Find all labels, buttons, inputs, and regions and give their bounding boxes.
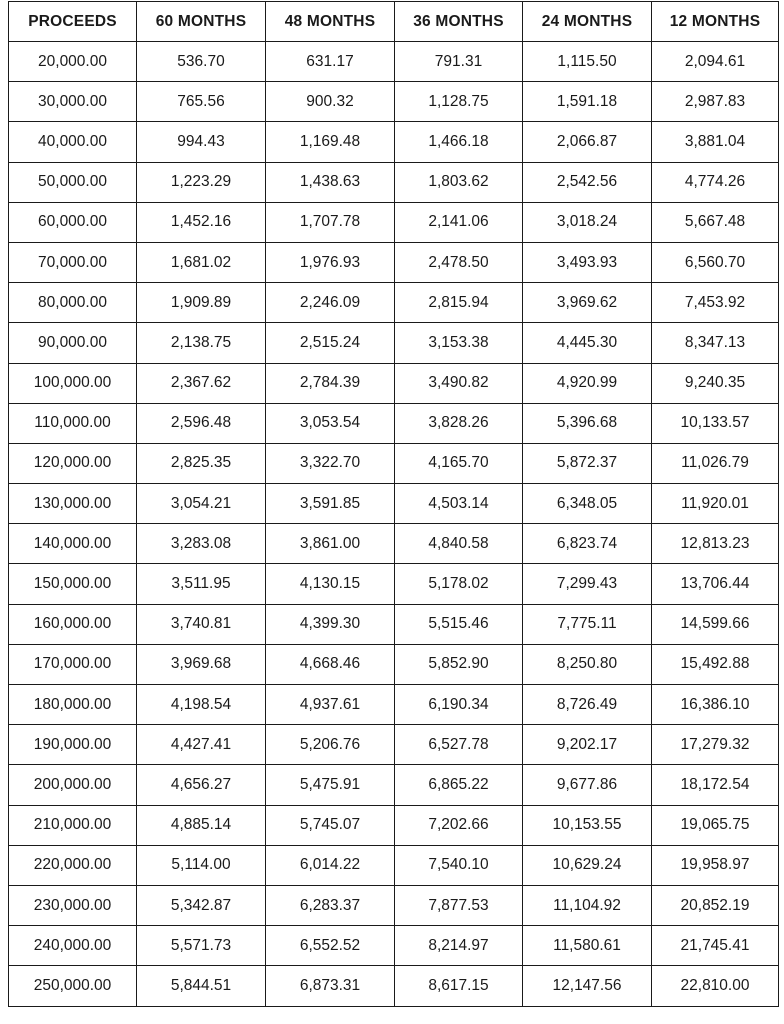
cell-24-months: 6,823.74 xyxy=(523,524,652,564)
cell-24-months: 4,445.30 xyxy=(523,323,652,363)
cell-proceeds: 80,000.00 xyxy=(9,283,137,323)
cell-48-months: 3,322.70 xyxy=(266,443,395,483)
cell-24-months: 7,299.43 xyxy=(523,564,652,604)
table-row xyxy=(9,443,779,483)
table-row xyxy=(9,966,779,1006)
cell-24-months: 11,580.61 xyxy=(523,926,652,966)
cell-36-months: 3,490.82 xyxy=(395,363,523,403)
header-proceeds: PROCEEDS xyxy=(9,2,137,42)
cell-24-months: 12,147.56 xyxy=(523,966,652,1006)
cell-36-months: 8,214.97 xyxy=(395,926,523,966)
cell-proceeds: 70,000.00 xyxy=(9,242,137,282)
cell-proceeds: 240,000.00 xyxy=(9,926,137,966)
cell-12-months: 8,347.13 xyxy=(652,323,779,363)
cell-proceeds: 230,000.00 xyxy=(9,885,137,925)
cell-36-months: 791.31 xyxy=(395,42,523,82)
header-60-months: 60 MONTHS xyxy=(137,2,266,42)
table-row xyxy=(9,644,779,684)
table-row xyxy=(9,845,779,885)
cell-60-months: 4,427.41 xyxy=(137,725,266,765)
cell-60-months: 1,452.16 xyxy=(137,202,266,242)
cell-12-months: 16,386.10 xyxy=(652,685,779,725)
table-row xyxy=(9,202,779,242)
cell-proceeds: 110,000.00 xyxy=(9,403,137,443)
cell-proceeds: 160,000.00 xyxy=(9,604,137,644)
cell-12-months: 3,881.04 xyxy=(652,122,779,162)
cell-24-months: 11,104.92 xyxy=(523,885,652,925)
cell-36-months: 3,828.26 xyxy=(395,403,523,443)
cell-12-months: 19,958.97 xyxy=(652,845,779,885)
cell-12-months: 21,745.41 xyxy=(652,926,779,966)
header-12-months: 12 MONTHS xyxy=(652,2,779,42)
table-row xyxy=(9,926,779,966)
cell-48-months: 1,169.48 xyxy=(266,122,395,162)
cell-48-months: 5,745.07 xyxy=(266,805,395,845)
table-body xyxy=(9,42,779,1007)
cell-proceeds: 220,000.00 xyxy=(9,845,137,885)
cell-24-months: 9,677.86 xyxy=(523,765,652,805)
cell-36-months: 5,178.02 xyxy=(395,564,523,604)
header-48-months: 48 MONTHS xyxy=(266,2,395,42)
cell-24-months: 3,493.93 xyxy=(523,242,652,282)
cell-60-months: 765.56 xyxy=(137,82,266,122)
cell-24-months: 9,202.17 xyxy=(523,725,652,765)
cell-60-months: 536.70 xyxy=(137,42,266,82)
cell-48-months: 1,707.78 xyxy=(266,202,395,242)
table-row xyxy=(9,885,779,925)
cell-24-months: 8,726.49 xyxy=(523,685,652,725)
cell-proceeds: 210,000.00 xyxy=(9,805,137,845)
table-row xyxy=(9,82,779,122)
cell-proceeds: 120,000.00 xyxy=(9,443,137,483)
cell-48-months: 5,206.76 xyxy=(266,725,395,765)
cell-48-months: 3,591.85 xyxy=(266,484,395,524)
payment-table-container xyxy=(8,1,778,1007)
cell-36-months: 2,141.06 xyxy=(395,202,523,242)
cell-48-months: 6,552.52 xyxy=(266,926,395,966)
cell-24-months: 10,153.55 xyxy=(523,805,652,845)
cell-12-months: 2,094.61 xyxy=(652,42,779,82)
table-row xyxy=(9,403,779,443)
cell-60-months: 994.43 xyxy=(137,122,266,162)
cell-proceeds: 100,000.00 xyxy=(9,363,137,403)
cell-12-months: 11,920.01 xyxy=(652,484,779,524)
cell-60-months: 2,367.62 xyxy=(137,363,266,403)
cell-24-months: 2,542.56 xyxy=(523,162,652,202)
cell-60-months: 1,909.89 xyxy=(137,283,266,323)
cell-24-months: 6,348.05 xyxy=(523,484,652,524)
cell-12-months: 11,026.79 xyxy=(652,443,779,483)
cell-12-months: 9,240.35 xyxy=(652,363,779,403)
table-row xyxy=(9,242,779,282)
cell-12-months: 19,065.75 xyxy=(652,805,779,845)
cell-proceeds: 170,000.00 xyxy=(9,644,137,684)
cell-60-months: 5,342.87 xyxy=(137,885,266,925)
cell-60-months: 4,656.27 xyxy=(137,765,266,805)
cell-24-months: 1,591.18 xyxy=(523,82,652,122)
cell-36-months: 3,153.38 xyxy=(395,323,523,363)
payment-table xyxy=(8,1,779,1007)
cell-12-months: 20,852.19 xyxy=(652,885,779,925)
table-row xyxy=(9,162,779,202)
cell-48-months: 4,937.61 xyxy=(266,685,395,725)
cell-48-months: 3,053.54 xyxy=(266,403,395,443)
cell-36-months: 4,503.14 xyxy=(395,484,523,524)
cell-36-months: 6,527.78 xyxy=(395,725,523,765)
cell-proceeds: 190,000.00 xyxy=(9,725,137,765)
cell-proceeds: 200,000.00 xyxy=(9,765,137,805)
cell-24-months: 5,872.37 xyxy=(523,443,652,483)
cell-12-months: 10,133.57 xyxy=(652,403,779,443)
cell-48-months: 6,873.31 xyxy=(266,966,395,1006)
cell-48-months: 6,014.22 xyxy=(266,845,395,885)
cell-48-months: 2,246.09 xyxy=(266,283,395,323)
cell-12-months: 4,774.26 xyxy=(652,162,779,202)
cell-proceeds: 50,000.00 xyxy=(9,162,137,202)
cell-36-months: 1,803.62 xyxy=(395,162,523,202)
cell-24-months: 1,115.50 xyxy=(523,42,652,82)
cell-12-months: 12,813.23 xyxy=(652,524,779,564)
header-row xyxy=(9,2,779,42)
cell-60-months: 3,054.21 xyxy=(137,484,266,524)
cell-12-months: 17,279.32 xyxy=(652,725,779,765)
cell-proceeds: 60,000.00 xyxy=(9,202,137,242)
cell-proceeds: 130,000.00 xyxy=(9,484,137,524)
cell-48-months: 1,438.63 xyxy=(266,162,395,202)
table-row xyxy=(9,604,779,644)
cell-proceeds: 140,000.00 xyxy=(9,524,137,564)
cell-60-months: 3,969.68 xyxy=(137,644,266,684)
cell-24-months: 3,969.62 xyxy=(523,283,652,323)
cell-60-months: 2,825.35 xyxy=(137,443,266,483)
cell-24-months: 3,018.24 xyxy=(523,202,652,242)
cell-12-months: 6,560.70 xyxy=(652,242,779,282)
cell-60-months: 4,198.54 xyxy=(137,685,266,725)
cell-60-months: 5,844.51 xyxy=(137,966,266,1006)
table-header xyxy=(9,2,779,42)
cell-36-months: 6,190.34 xyxy=(395,685,523,725)
cell-proceeds: 250,000.00 xyxy=(9,966,137,1006)
table-row xyxy=(9,564,779,604)
cell-12-months: 7,453.92 xyxy=(652,283,779,323)
cell-24-months: 8,250.80 xyxy=(523,644,652,684)
cell-36-months: 7,202.66 xyxy=(395,805,523,845)
cell-36-months: 7,877.53 xyxy=(395,885,523,925)
cell-24-months: 2,066.87 xyxy=(523,122,652,162)
table-row xyxy=(9,685,779,725)
cell-36-months: 7,540.10 xyxy=(395,845,523,885)
cell-12-months: 14,599.66 xyxy=(652,604,779,644)
cell-48-months: 5,475.91 xyxy=(266,765,395,805)
cell-36-months: 2,815.94 xyxy=(395,283,523,323)
cell-12-months: 18,172.54 xyxy=(652,765,779,805)
cell-60-months: 4,885.14 xyxy=(137,805,266,845)
cell-48-months: 631.17 xyxy=(266,42,395,82)
cell-60-months: 1,681.02 xyxy=(137,242,266,282)
cell-36-months: 1,466.18 xyxy=(395,122,523,162)
cell-proceeds: 180,000.00 xyxy=(9,685,137,725)
header-36-months: 36 MONTHS xyxy=(395,2,523,42)
cell-60-months: 1,223.29 xyxy=(137,162,266,202)
table-row xyxy=(9,524,779,564)
cell-36-months: 5,852.90 xyxy=(395,644,523,684)
cell-proceeds: 40,000.00 xyxy=(9,122,137,162)
cell-12-months: 2,987.83 xyxy=(652,82,779,122)
cell-proceeds: 90,000.00 xyxy=(9,323,137,363)
cell-60-months: 5,114.00 xyxy=(137,845,266,885)
cell-36-months: 4,840.58 xyxy=(395,524,523,564)
cell-36-months: 8,617.15 xyxy=(395,966,523,1006)
cell-60-months: 2,596.48 xyxy=(137,403,266,443)
cell-12-months: 13,706.44 xyxy=(652,564,779,604)
cell-48-months: 2,515.24 xyxy=(266,323,395,363)
cell-24-months: 7,775.11 xyxy=(523,604,652,644)
header-24-months: 24 MONTHS xyxy=(523,2,652,42)
cell-12-months: 15,492.88 xyxy=(652,644,779,684)
cell-36-months: 5,515.46 xyxy=(395,604,523,644)
cell-48-months: 1,976.93 xyxy=(266,242,395,282)
table-row xyxy=(9,323,779,363)
table-row xyxy=(9,283,779,323)
cell-24-months: 5,396.68 xyxy=(523,403,652,443)
table-row xyxy=(9,484,779,524)
cell-48-months: 2,784.39 xyxy=(266,363,395,403)
cell-12-months: 5,667.48 xyxy=(652,202,779,242)
table-row xyxy=(9,42,779,82)
table-row xyxy=(9,363,779,403)
cell-12-months: 22,810.00 xyxy=(652,966,779,1006)
cell-36-months: 4,165.70 xyxy=(395,443,523,483)
cell-48-months: 4,668.46 xyxy=(266,644,395,684)
cell-proceeds: 20,000.00 xyxy=(9,42,137,82)
table-row xyxy=(9,805,779,845)
cell-48-months: 900.32 xyxy=(266,82,395,122)
cell-proceeds: 30,000.00 xyxy=(9,82,137,122)
cell-24-months: 10,629.24 xyxy=(523,845,652,885)
table-row xyxy=(9,725,779,765)
cell-48-months: 6,283.37 xyxy=(266,885,395,925)
cell-48-months: 4,130.15 xyxy=(266,564,395,604)
table-row xyxy=(9,765,779,805)
cell-60-months: 2,138.75 xyxy=(137,323,266,363)
cell-24-months: 4,920.99 xyxy=(523,363,652,403)
cell-36-months: 6,865.22 xyxy=(395,765,523,805)
cell-proceeds: 150,000.00 xyxy=(9,564,137,604)
cell-36-months: 1,128.75 xyxy=(395,82,523,122)
cell-48-months: 3,861.00 xyxy=(266,524,395,564)
cell-48-months: 4,399.30 xyxy=(266,604,395,644)
cell-60-months: 3,511.95 xyxy=(137,564,266,604)
cell-36-months: 2,478.50 xyxy=(395,242,523,282)
cell-60-months: 3,740.81 xyxy=(137,604,266,644)
cell-60-months: 5,571.73 xyxy=(137,926,266,966)
cell-60-months: 3,283.08 xyxy=(137,524,266,564)
table-row xyxy=(9,122,779,162)
